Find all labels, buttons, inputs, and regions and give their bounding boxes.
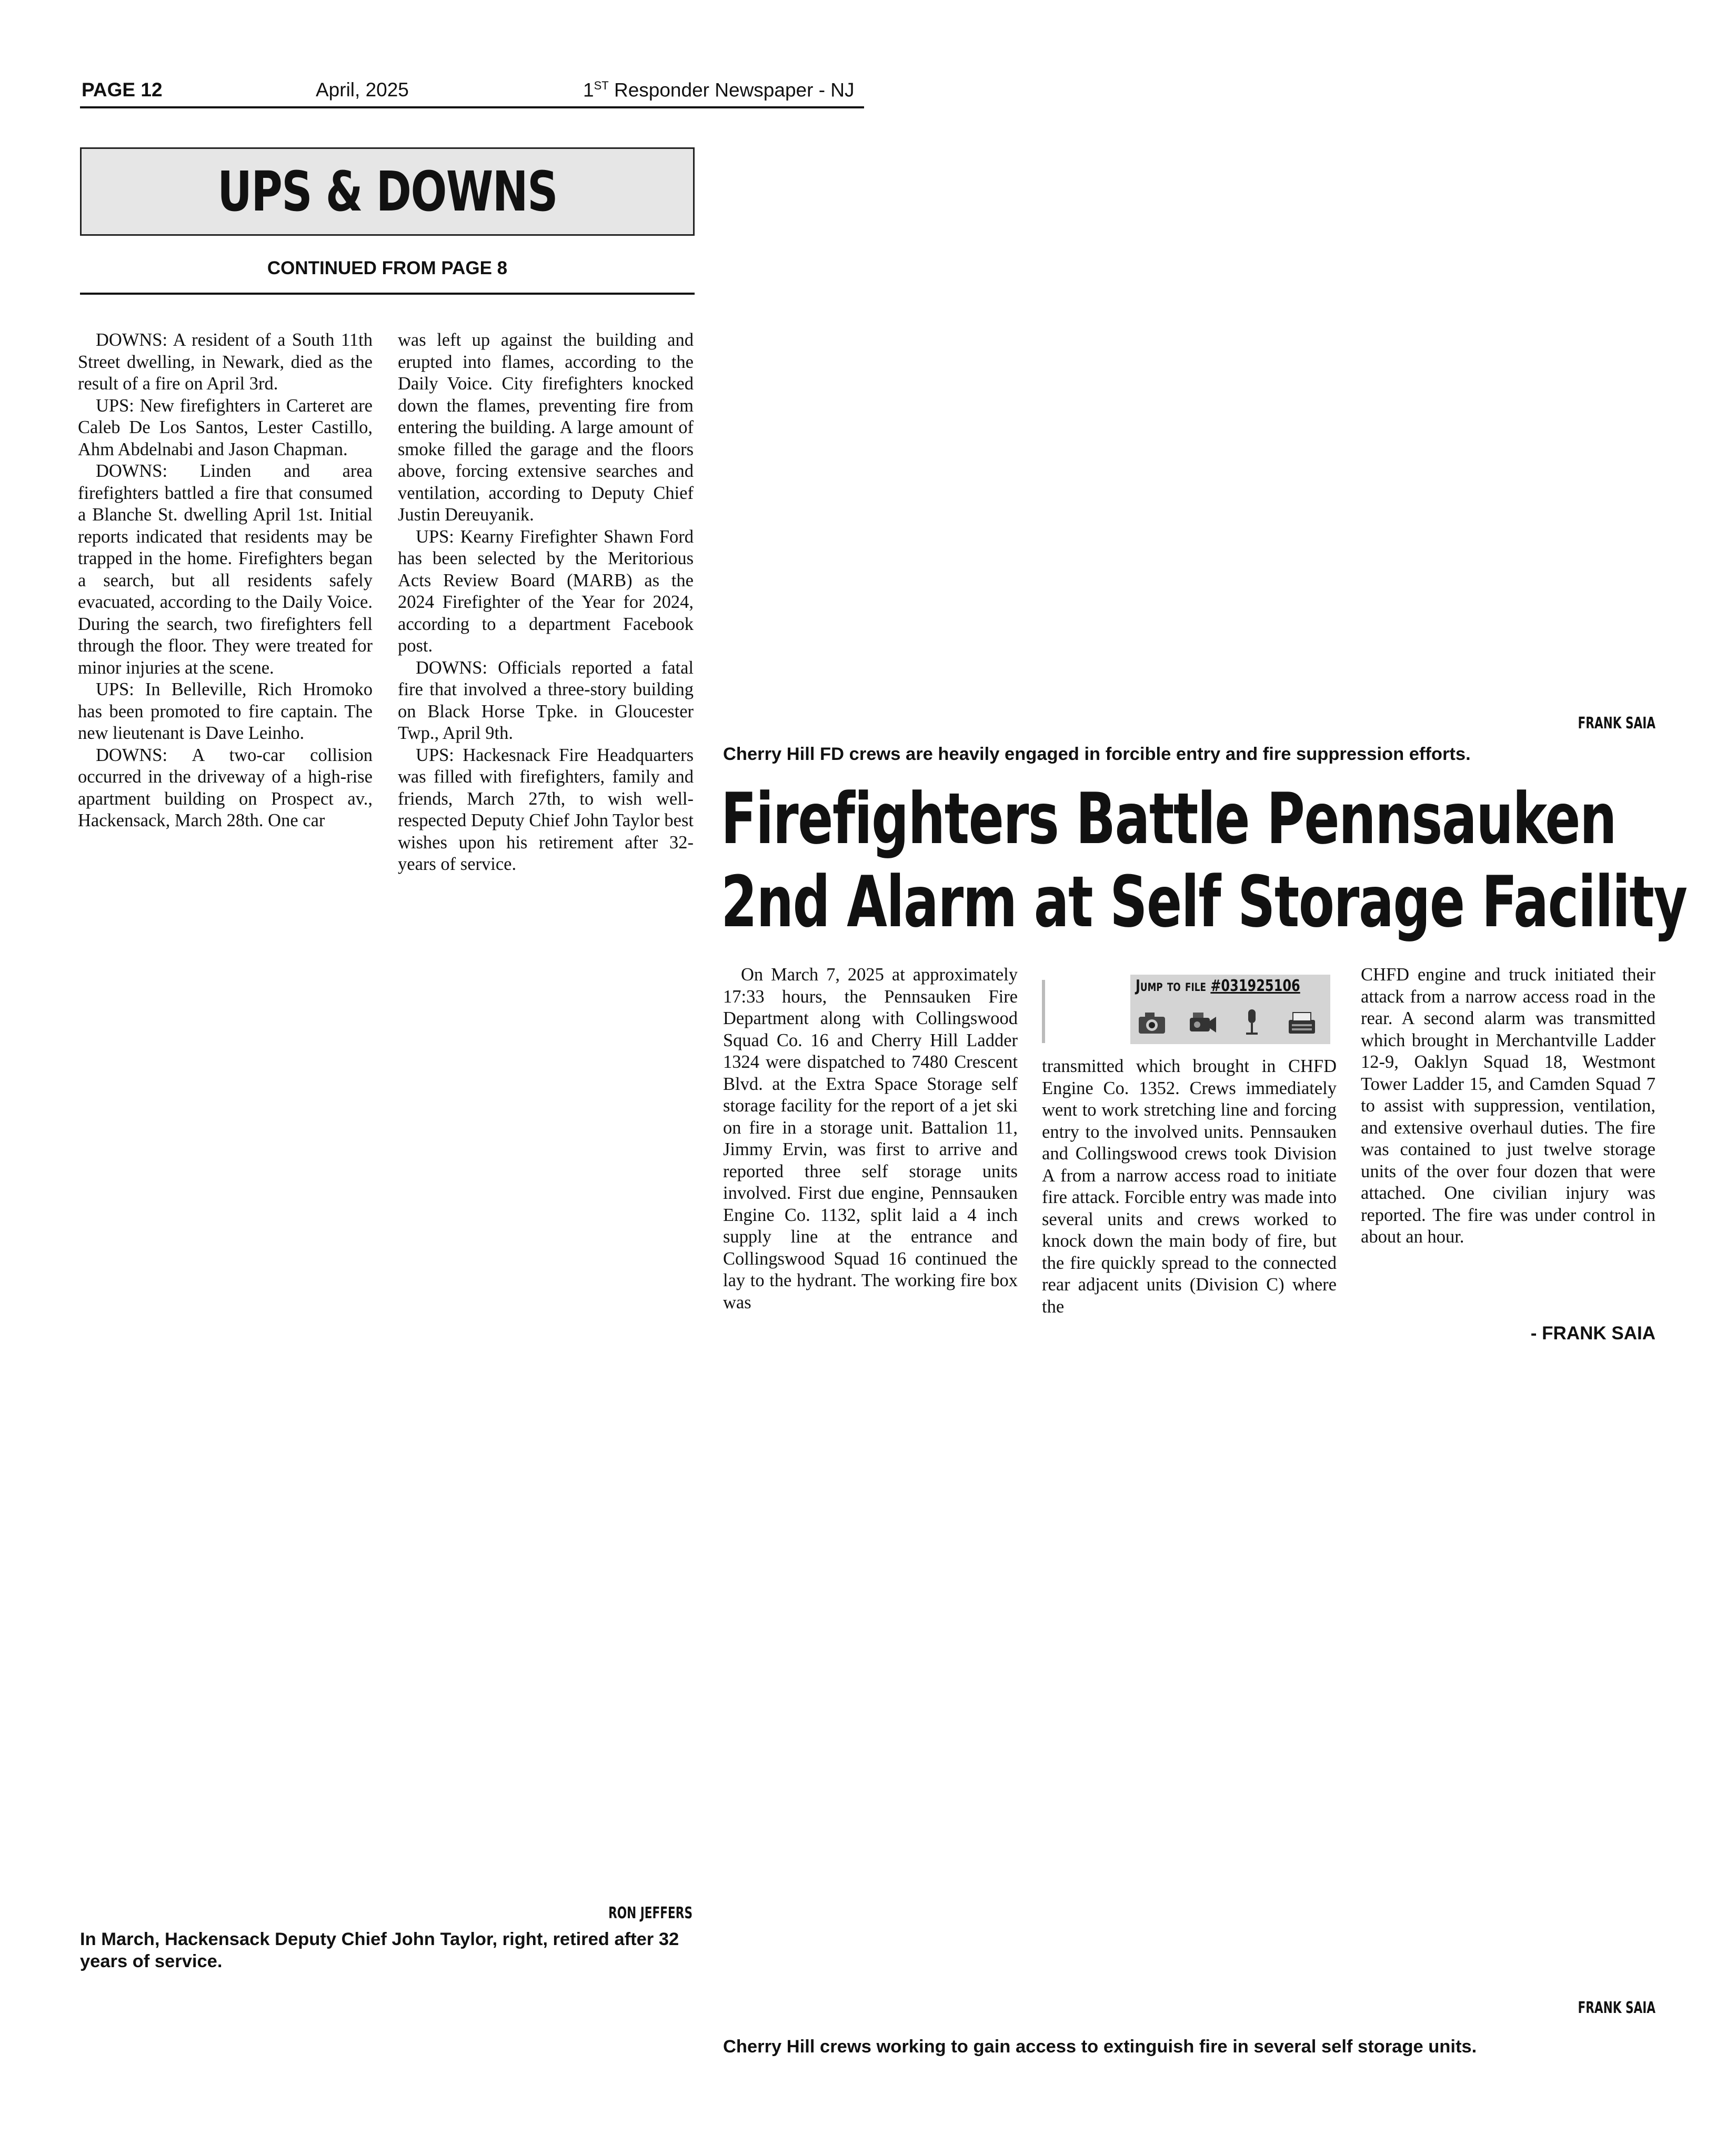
photo-credit-jeffers: RON JEFFERS bbox=[608, 1904, 693, 1922]
section-title-box bbox=[80, 147, 695, 236]
jump-to-file-box[interactable] bbox=[1130, 975, 1330, 1044]
item-paragraph: UPS: Hackesnack Fire Headquarters was filled with firefighters, family and friends, March 27th, to wish well-respected Deputy Chief John Taylor best wishes upon his retirement after 32-years of service. bbox=[398, 745, 694, 874]
article-signature: - FRANK SAIA bbox=[1530, 1323, 1655, 1344]
article-paragraph: On March 7, 2025 at approximately 17:33 hours, the Pennsauken Fire Department along with Collingswood Squad Co. 16 and Cherry Hill Ladder 1324 were dispatched to 7480 Crescent Blvd. at the Extra Space Storage self storage facility for the report of a jet ski on fire in a storage unit. Battalion 11, Jimmy Ervin, was first to arrive and reported three self storage units involved. First due engine, Pennsauken Engine Co. 1132, split laid a 4 inch supply line at the entrance and Collingswood Squad 16 continued the lay to the hydrant. The working fire box was bbox=[723, 965, 1018, 1313]
article-column-1 bbox=[723, 964, 1018, 1314]
photo-credit-top: FRANK SAIA bbox=[1578, 714, 1655, 733]
photo-caption-taylor: In March, Hackensack Deputy Chief John Taylor, right, retired after 32 years of service. bbox=[80, 1929, 679, 1971]
jump-divider bbox=[1042, 980, 1045, 1043]
article-column-3 bbox=[1361, 964, 1655, 1248]
video-camera-icon bbox=[1186, 1006, 1218, 1038]
typewriter-icon bbox=[1286, 1006, 1318, 1038]
item-paragraph: was left up against the building and erupted into flames, according to the Daily Voice. City firefighters knocked down the flames, preventing fire from entering the building. A large amount of smoke filled the garage and the floors above, forcing extensive searches and ventilation, according to Deputy Chief Justin Dereuyanik. bbox=[398, 330, 694, 525]
ups-downs-column-2 bbox=[398, 329, 694, 876]
section-rule bbox=[80, 293, 695, 295]
article-paragraph: transmitted which brought in CHFD Engine Co. 1352. Crews immediately went to work stretching line and forcing entry to the involved units. Pennsauken and Collingswood crews took Division A from a narrow access road to initiate fire attack. Forcible entry was made into several units and crews worked to knock down the main body of fire, but the fire quickly spread to the connected rear adjacent units (Division C) where the bbox=[1042, 1056, 1337, 1317]
headline-line-2: 2nd Alarm at Self Storage Facility bbox=[721, 861, 1687, 943]
issue-date: April, 2025 bbox=[316, 79, 409, 101]
paper-name: 1ST Responder Newspaper - NJ bbox=[583, 79, 855, 101]
item-paragraph: DOWNS: Linden and area firefighters battled a fire that consumed a Blanche St. dwelling April 1st. Initial reports indicated that residents may be trapped in the home. Firefighters began a search, but all residents safely evacuated, according to the Daily Voice. During the search, two firefighters fell through the floor. They were treated for minor injuries at the scene. bbox=[78, 461, 373, 678]
section-title: UPS & DOWNS bbox=[217, 159, 557, 224]
jump-label: Jump to file #031925106 bbox=[1136, 977, 1300, 995]
ups-downs-column-1 bbox=[78, 329, 373, 832]
item-paragraph: DOWNS: A resident of a South 11th Street dwelling, in Newark, died as the result of a fire on April 3rd. bbox=[78, 330, 373, 394]
microphone-icon bbox=[1236, 1006, 1268, 1038]
header-rule bbox=[80, 106, 864, 108]
headline-line-1: Firefighters Battle Pennsauken bbox=[721, 778, 1617, 860]
item-paragraph: UPS: In Belleville, Rich Hromoko has been promoted to fire captain. The new lieutenant is Dave Leinho. bbox=[78, 679, 373, 743]
continued-note: CONTINUED FROM PAGE 8 bbox=[267, 258, 508, 278]
page-number: PAGE 12 bbox=[82, 79, 163, 101]
camera-icon bbox=[1136, 1006, 1168, 1038]
item-paragraph: UPS: New firefighters in Carteret are Caleb De Los Santos, Lester Castillo, Ahm Abdelnabi and Jason Chapman. bbox=[78, 395, 373, 459]
item-paragraph: UPS: Kearny Firefighter Shawn Ford has been selected by the Meritorious Acts Review Board (MARB) as the 2024 Firefighter of the Year for 2024, according to a department Facebook post. bbox=[398, 526, 694, 656]
photo-caption-bottom: Cherry Hill crews working to gain access to extinguish fire in several self storage units. bbox=[723, 2037, 1477, 2057]
article-paragraph: CHFD engine and truck initiated their attack from a narrow access road in the rear. A second alarm was transmitted which brought in Merchantville Ladder 12-9, Oaklyn Squad 18, Westmont Tower Ladder 15, and Camden Squad 7 to assist with suppression, ventilation, and extensive overhaul duties. The fire was contained to just twelve storage units of the over four dozen that were attached. One civilian injury was reported. The fire was under control in about an hour. bbox=[1361, 965, 1655, 1247]
item-paragraph: DOWNS: Officials reported a fatal fire that involved a three-story building on Black Horse Tpke. in Gloucester Twp., April 9th. bbox=[398, 657, 694, 743]
photo-caption-top: Cherry Hill FD crews are heavily engaged in forcible entry and fire suppression efforts. bbox=[723, 744, 1471, 764]
item-paragraph: DOWNS: A two-car collision occurred in the driveway of a high-rise apartment building on Prospect av., Hackensack, March 28th. One car bbox=[78, 745, 373, 830]
photo-credit-bottom: FRANK SAIA bbox=[1578, 1999, 1655, 2017]
article-column-2 bbox=[1042, 1056, 1337, 1318]
